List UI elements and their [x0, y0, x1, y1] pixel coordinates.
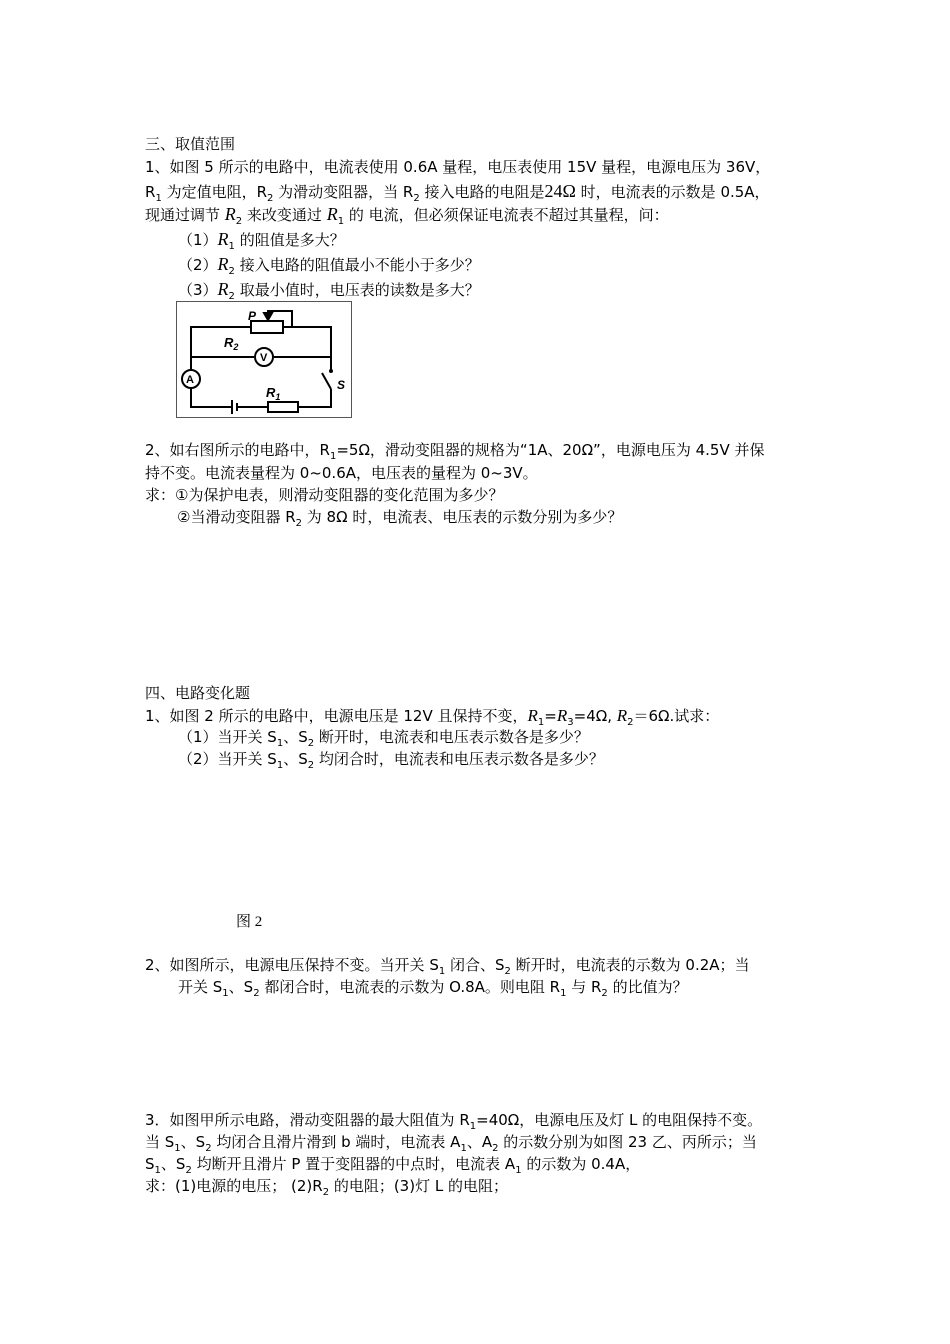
s4-q1-sub2: （2）当开关 $S_1$、$S_2$ 均闭合时，电流表和电压表示数各是多少？	[178, 750, 604, 771]
label-r1: $R_1$	[266, 385, 281, 402]
label-r2: $R_2$	[224, 335, 239, 352]
switch-contact	[329, 369, 333, 373]
wire-top-left	[191, 327, 251, 357]
q2-line2: 持不变。电流表量程为 0~0.6A，电压表的量程为 0~3V。	[145, 464, 538, 482]
label-a: A	[186, 374, 194, 386]
q2-line1: 2、如右图所示的电路中，$R_1=5\Omega$，滑动变阻器的规格为“1A、20Ω”，电源电压为 4.5V 并保	[145, 441, 765, 462]
s4-q3-line2: 当 $S_1$、$S_2$ 均闭合且滑片滑到 b 端时，电流表 $A_1$、$A_2$ 的示数分别为如图 23 乙、丙所示；当	[145, 1133, 757, 1154]
q1-sub2: $(2)R_2$ 接入电路的阻值最小不能小于多少？	[178, 254, 480, 277]
q1-sub3: $(3)R_2$ 取最小值时，电压表的读数是多大？	[178, 279, 480, 302]
s4-q2-line2: 开关 $S_1$、$S_2$ 都闭合时，电流表的示数为 O.8A。则电阻 $R_1$ 与 $R_2$ 的比值为？	[178, 978, 688, 999]
resistor-r1	[268, 402, 298, 412]
circuit-diagram	[176, 301, 352, 418]
q2-line4: ②当滑动变阻器 $R_2$ 为 8Ω 时，电流表、电压表的示数分别为多少？	[177, 508, 623, 529]
q1-line2: $R_1$ 为定值电阻，$R_2$ 为滑动变阻器，当 $R_2$ 接入电路的电阻是24Ω 时，电流表的示数是 0.5A，	[145, 181, 770, 204]
label-v: V	[260, 352, 268, 364]
section-heading-change: 四、电路变化题	[145, 686, 251, 702]
s4-q2-line1: 2、如图所示，电源电压保持不变。当开关 $S_1$ 闭合、$S_2$ 断开时，电流表的示数为 0.2A；当	[145, 956, 750, 977]
section-heading-range: 三、取值范围	[145, 137, 236, 153]
q1-sub1: $(1)R_1$ 的阻值是多大？	[178, 229, 345, 252]
wire-top-right	[283, 327, 331, 357]
s4-q3-line4: 求：(1)电源的电压； $(2)R_2$ 的电阻；(3)灯 L 的电阻；	[145, 1177, 508, 1198]
s4-q1-line1: 1、如图 2 所示的电路中，电源电压是 12V 且保持不变，$R_1=R_3=4\Omega$, $R_2=6\Omega$.试求：	[145, 706, 720, 728]
q1-line3: 现通过调节 $R_2$ 来改变通过 $R_1$ 的 电流，但必须保证电流表不超过其量程，问：	[145, 204, 669, 227]
slider-arrow	[264, 313, 272, 320]
wire-bottom-right	[298, 389, 331, 407]
wire-bottom-left	[191, 388, 232, 407]
label-s: S	[337, 378, 346, 392]
figure-2-caption: 图 2	[236, 914, 263, 930]
q1-line1: 1、如图 5 所示的电路中，电流表使用 0.6A 量程，电压表使用 15V 量程，电源电压为 36V，	[145, 158, 771, 176]
q2-line3: 求：①为保护电表，则滑动变阻器的变化范围为多少？	[145, 486, 504, 504]
label-p: P	[248, 309, 257, 323]
s4-q3-line3: $S_1$、$S_2$ 均断开且滑片 P 置于变阻器的中点时，电流表 $A_1$ 的示数为 0.4A，	[145, 1155, 641, 1176]
s4-q1-sub1: （1）当开关 $S_1$、$S_2$ 断开时，电流表和电压表示数各是多少？	[178, 728, 589, 749]
s4-q3-line1: 3．如图甲所示电路，滑动变阻器的最大阻值为 $R_1=40\Omega$，电源电压及灯 L 的电阻保持不变。	[145, 1111, 763, 1132]
switch-lever	[322, 373, 331, 389]
